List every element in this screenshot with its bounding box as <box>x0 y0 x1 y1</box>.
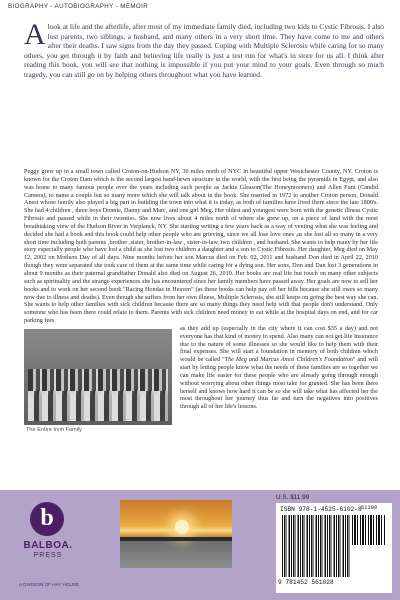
biography-paragraph-2 <box>24 324 379 433</box>
barcode-panel <box>276 503 392 593</box>
intro-text: look at life and the afterlife, after most of my immediate family died, including two kids to Cystic Fibrosis. I also lost parents, two siblings, a husband, and many others in a very short time. They have come to me and others after their deaths. I saw signs from the day they passed. Coping with Multiple Sclerosis while caring for so many others, you get through it by faith and believing life really is just a test run for what's in store for us all. I think after reading this book, you will see that nothing is impossible if you put your mind to your goals. Even through so much tragedy, you can still go on by helping others throughout what you have learned. <box>24 22 384 79</box>
publisher-press: PRESS <box>33 552 63 559</box>
biography-paragraph-1: Peggy grew up in a small town called Croton-on-Hudson NY, 30 miles north of NYC in beautiful upper Westchester County, NY. Croton is known for the Croton Dam which is the second largest hand-hewn structure in the world, with the first being the pyramids in Egypt, and also was home to many famous people over the years including such people as Jackie Gleason(The Honeymooners) and Allen Funt (Candid Camera), to name a couple but so many more which she will talk about in the book. She married in 1972 to another Croton person, Donald Anesi whose family also played a big part in building the town into what it is today, as both of families have lived there since the late 1800's. She had 4 children , three boys Donnie, Danny and Marc, and one girl Meg. Her oldest and youngest were born with the genetic illness Cystic Fibrosis and passed while in their twenties. She now lives about 4 miles north of where she grew up, on a piece of land with the most breathtaking view of the Hudson River in Verplanck, NY. She starting writing a few years back as a way of venting what she was feeling and decided she had a book and this book could help other people who are grieving, since we all lose love ones ,as she lost all so many in a very short time including both parents ,brother ,sister, brother-in-law , sister-in-law, two children , and husband. She wants to help many by her life story especially people who have lost a child as she lost two children a daughter and a son to Cystic Fibrosis. Her daughter, Meg died on May 12, 2002 on Mothers Day of all days. Nine months before her son Marcus died on Feb. 02, 2011 and husband Don died in April 22, 2010 though they were separated she took care of them at the same time while caring for a dying son. Her sons, Don and Dan lost 3 generations in about 9 months as their paternal grandfather Donald also died on August 26, 2010. Her books are real life but touch on many other subjects such as spirituality and the strange experiences she has encountered since her family members have passed away. Her goals are now to sell her books and to work on her second book "Racing Hondas in Heaven" (as these books can help pay off her bills because she still owes so many now due to illness and deaths). Even though she suffers from her own illness, Multiple Sclerosis, she still keeps on going the best way she can. She wants to help other families with sick children because there are so many things they need help with that people don't understand. Only someone who has been there could relate to them. Parents with sick children need money to eat while at the hospital days on end, and for car parking fees <box>24 168 378 325</box>
addon-barcode-bars-icon <box>352 515 386 545</box>
horizon-line <box>120 537 232 541</box>
ean-number: 9 781452 561028 <box>278 579 334 586</box>
paragraph-2-end: " and will start by letting people know what the needs of these families are so together we can make life easier for these people who are already going through enough without worrying about other things most take for granted. She has been there herself and knows how hard it can be so she will take what has affected her the most throughout her journey thus far and turn the negatives into positives through all of her life's lessons. <box>180 356 379 411</box>
publisher-name: BALBOA. <box>23 540 73 551</box>
genre-label: BIOGRAPHY - AUTOBIOGRAPHY - MEMOIR <box>8 3 149 10</box>
drop-cap: A <box>24 18 46 51</box>
paragraph-2-start: as they add up (especially in the city where it can cost $35 a day) and not everyone has that kind of money to spend. Also many can not get life Insurance due to the nature of some illnesses so she would like to help them with their final expenses. She will start a foundation in memory of both children which would be called " <box>180 324 378 364</box>
photo-front-row <box>28 391 168 421</box>
biography-text <box>24 168 378 439</box>
addon-number: 51199 <box>360 505 378 511</box>
back-cover-footer <box>0 490 400 600</box>
sunset-photo <box>120 500 232 568</box>
publisher-division: A DIVISION OF HAY HOUSE <box>19 582 79 587</box>
family-photo <box>24 329 172 425</box>
price-label: U.S. $11.99 <box>276 494 310 501</box>
sun-icon <box>175 520 189 534</box>
barcode-bars-icon <box>282 515 350 577</box>
photo-caption: The Entire Irvin Family <box>26 426 82 433</box>
isbn-label: ISBN 978-1-4525-6102-8 <box>280 506 362 513</box>
family-photo-block <box>24 329 172 439</box>
balboa-logo-icon: b <box>30 502 64 536</box>
foundation-name: The Meg and Marcus Anesi Children's Foundation <box>224 356 353 364</box>
intro-paragraph <box>24 18 384 80</box>
